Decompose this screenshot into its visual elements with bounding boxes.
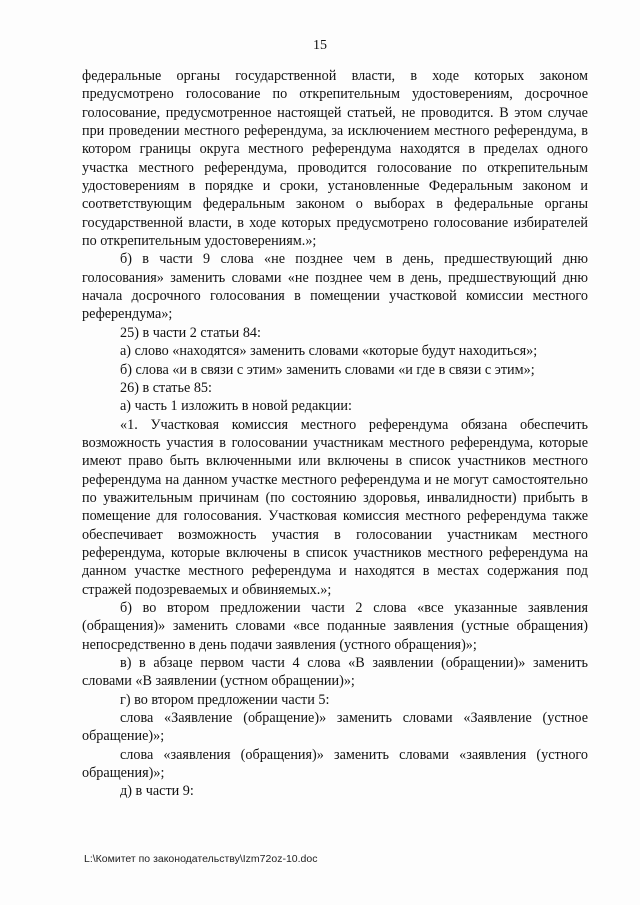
paragraph-item-25-a: а) слово «находятся» заменить словами «которые будут находиться»; — [120, 343, 538, 360]
page-number: 15 — [313, 38, 327, 53]
paragraph-new-part-1: «1. Участковая комиссия местного референдума обязана обеспечить возможность участия в голосовании участникам местного референдума, которые имеют право быть включенными или включены в список участников местного референдума на данном участке местного референдума и не могут самостоятельно по уважительным причинам (по состоянию здоровья, инвалидности) прибыть в помещение для голосования. Участковая комиссия местного референдума также обеспечивает возможность участия в голосовании участникам местного референдума, которые включены в список участников местного референдума на данном участке местного референдума и находятся в местах содержания под стражей подозреваемых и обвиняемых.»; — [82, 416, 588, 598]
paragraph-continuation: федеральные органы государственной власти, в ходе которых законом предусмотрено голосование по открепительным удостоверениям, досрочное голосование, предусмотренное настоящей статьей, не проводится. В этом случае при проведении местного референдума, за исключением местного референдума, в котором границы округа местного референдума находятся в пределах одного участка местного референдума, проводится голосование по открепительным удостоверениям в порядке и сроки, установленные Федеральным законом и соответствующим федеральным законом о выборах в федеральные органы государственной власти, в ходе которых предусмотрено голосование избирателей по открепительным удостоверениям.»; — [82, 68, 588, 250]
paragraph-item-25: 25) в части 2 статьи 84: — [120, 324, 261, 341]
paragraph-item-26-v: в) в абзаце первом части 4 слова «В заявлении (обращении)» заменить словами «В заявлении (устном обращении)»; — [82, 655, 588, 690]
paragraph-item-26: 26) в статье 85: — [120, 379, 212, 396]
paragraph-item-26-d: д) в части 9: — [120, 783, 194, 800]
paragraph-item-26-b: б) во втором предложении части 2 слова «все указанные заявления (обращения)» заменить словами «все поданные заявления (устные обращения) непосредственно в день подачи заявления (устного обращения)»; — [82, 599, 588, 653]
document-body — [82, 67, 588, 801]
paragraph-item-25-b: б) слова «и в связи с этим» заменить словами «и где в связи с этим»; — [120, 361, 535, 378]
paragraph-item-26-a: а) часть 1 изложить в новой редакции: — [120, 398, 352, 415]
file-path-footer: L:\Комитет по законодательству\Izm72oz-10.doc — [84, 853, 318, 865]
paragraph-words-statements: слова «заявления (обращения)» заменить словами «заявления (устного обращения)»; — [82, 746, 588, 782]
paragraph-item-26-g: г) во втором предложении части 5: — [120, 691, 330, 708]
paragraph-amendment-b-part-9: б) в части 9 слова «не позднее чем в день, предшествующий дню голосования» заменить словами «не позднее чем в день, предшествующий дню начала досрочного голосования в помещении участковой комиссии местного референдума»; — [82, 251, 588, 323]
paragraph-words-statement: слова «Заявление (обращение)» заменить словами «Заявление (устное обращение)»; — [82, 710, 588, 745]
